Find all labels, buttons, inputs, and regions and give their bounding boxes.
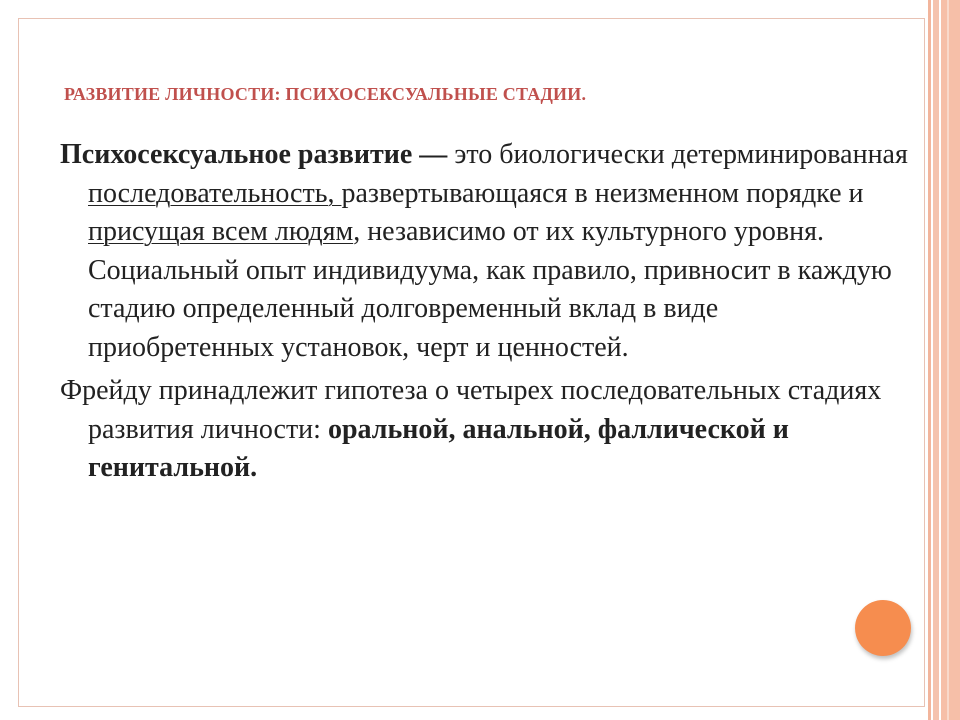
underlined-sequence: последовательность,	[88, 177, 342, 209]
definition-text-2: развертывающаяся в неизменном порядке и	[341, 177, 864, 209]
stripe-thin	[928, 0, 931, 720]
definition-text-1: это биологически детерминированная	[447, 139, 908, 170]
slide-title: РАЗВИТИЕ ЛИЧНОСТИ: ПСИХОСЕКСУАЛЬНЫЕ СТАДИИ.	[64, 84, 587, 104]
stripe-wide	[941, 0, 960, 720]
definition-text-3: , независимо от их культурного уровня. Социальный опыт индивидуума, как правило, привносит в каждую стадию определенный долговременный вклад в виде приобретенных установок, черт и ценностей.	[88, 216, 892, 363]
definition-paragraph	[60, 136, 910, 367]
stripe-medium	[933, 0, 939, 720]
orange-circle-decoration	[855, 600, 911, 656]
freud-paragraph	[60, 372, 910, 488]
decorative-stripes	[920, 0, 960, 720]
term-bold: Психосексуальное развитие —	[60, 139, 448, 170]
slide-body	[60, 136, 910, 488]
underlined-inherent: присущая всем людям	[88, 216, 354, 247]
freud-text: Фрейду принадлежит гипотеза о четырех последовательных стадиях развития личности:	[60, 375, 882, 445]
stages-bold: оральной, анальной, фаллической и генитальной.	[88, 413, 789, 483]
